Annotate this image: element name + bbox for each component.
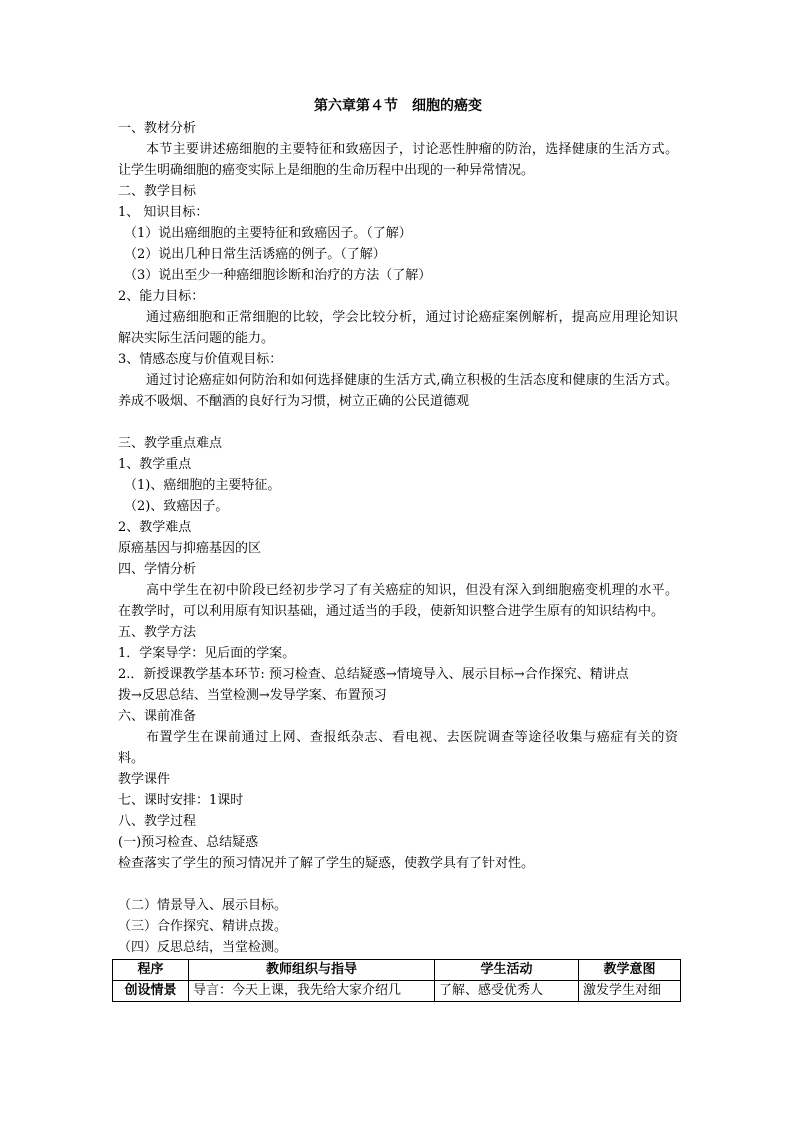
section-5-heading: 五、教学方法: [118, 625, 197, 640]
section-6-extra: 教学课件: [118, 772, 171, 787]
table-header-cell: 教学意图: [579, 960, 681, 981]
table-header-cell: 教师组织与指导: [189, 960, 435, 981]
spacer: [118, 874, 678, 895]
knowledge-goal-item: （1）说出癌细胞的主要特征和致癌因子。（了解）: [124, 226, 412, 241]
method-item: 1．学案导学：见后面的学案。: [118, 646, 296, 661]
teaching-process-table: [112, 959, 681, 1002]
table-cell: 导言：今天上课，我先给大家介绍几: [189, 981, 435, 1002]
section-4-paragraph: 高中学生在初中阶段已经初步学习了有关癌症的知识，但没有深入到细胞癌变机理的水平。在教学时，可以利用原有知识基础，通过适当的手段，使新知识整合进学生原有的知识结构中。: [118, 583, 678, 619]
process-step: （三）合作探究、精讲点拨。: [118, 919, 288, 934]
table-row: [113, 981, 681, 1002]
spacer: [118, 412, 678, 433]
section-2-heading: 二、教学目标: [118, 184, 197, 199]
section-8-heading: 八、教学过程: [118, 814, 197, 829]
knowledge-goal-heading: 1、 知识目标：: [118, 205, 209, 220]
knowledge-goal-item: （2）说出几种日常生活诱癌的例子。（了解）: [124, 247, 386, 262]
process-step: （二）情景导入、展示目标。: [118, 898, 288, 913]
section-6-paragraph: 布置学生在课前通过上网、查报纸杂志、看电视、去医院调查等途径收集与癌症有关的资料。: [118, 730, 678, 766]
table-header-row: [113, 960, 681, 981]
emotion-goal-paragraph: 通过讨论癌症如何防治和如何选择健康的生活方式,确立积极的生活态度和健康的生活方式。养成不吸烟、不酗酒的良好行为习惯，树立正确的公民道德观: [118, 373, 678, 409]
process-step: （四）反思总结，当堂检测。: [118, 940, 288, 955]
emotion-goal-heading: 3、情感态度与价值观目标：: [118, 352, 283, 367]
table-header-cell: 学生活动: [435, 960, 579, 981]
section-1-paragraph: 本节主要讲述癌细胞的主要特征和致癌因子，讨论恶性肿瘤的防治，选择健康的生活方式。让学生明确细胞的癌变实际上是细胞的生命历程中出现的一种异常情况。: [118, 142, 678, 178]
method-item-continued: 拨→反思总结、当堂检测→发导学案、布置预习: [118, 688, 387, 703]
process-step: (一)预习检查、总结疑惑: [118, 835, 259, 850]
method-item: 2.．新授课教学基本环节: 预习检查、总结疑惑→情境导入、展示目标→合作探究、精讲点: [118, 667, 629, 682]
document-title: 第六章第４节 细胞的癌变: [314, 98, 482, 114]
process-step-description: 检查落实了学生的预习情况并了解了学生的疑惑，使教学具有了针对性。: [118, 856, 535, 871]
knowledge-goal-item: （3）说出至少一种癌细胞诊断和治疗的方法（了解）: [124, 268, 432, 283]
table-cell: 激发学生对细: [579, 981, 681, 1002]
ability-goal-heading: 2、能力目标：: [118, 289, 205, 304]
ability-goal-paragraph: 通过癌细胞和正常细胞的比较，学会比较分析，通过讨论癌症案例解析，提高应用理论知识解决实际生活问题的能力。: [118, 310, 678, 346]
difficulty-heading: 2、教学难点: [118, 520, 192, 535]
section-4-heading: 四、学情分析: [118, 562, 197, 577]
key-point-item: （2)、致癌因子。: [124, 499, 229, 514]
section-6-heading: 六、课前准备: [118, 709, 197, 724]
section-7-heading: 七、课时安排：1课时: [118, 793, 244, 808]
section-1-heading: 一、教材分析: [118, 121, 197, 136]
table-cell: 创设情景: [113, 981, 189, 1002]
section-3-heading: 三、教学重点难点: [118, 436, 223, 451]
difficulty-item: 原癌基因与抑癌基因的区: [118, 541, 262, 556]
table-cell: 了解、感受优秀人: [435, 981, 579, 1002]
table-header-cell: 程序: [113, 960, 189, 981]
document-page: [118, 96, 678, 1002]
key-point-item: （1)、癌细胞的主要特征。: [124, 478, 281, 493]
key-point-heading: 1、教学重点: [118, 457, 192, 472]
